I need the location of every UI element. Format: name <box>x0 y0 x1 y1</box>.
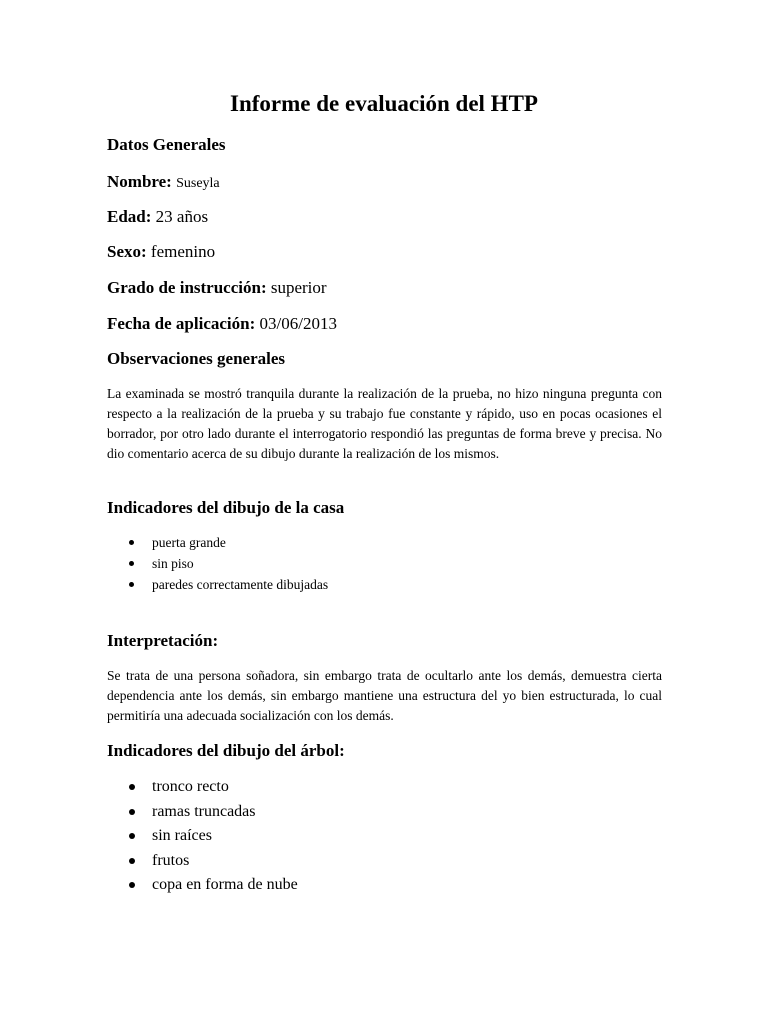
field-label: Edad: <box>107 207 152 226</box>
list-item: ramas truncadas <box>127 800 298 825</box>
list-item: tronco recto <box>127 775 298 800</box>
interpretacion-paragraph: Se trata de una persona soñadora, sin embargo trata de ocultarlo ante los demás, demuestra cierta dependencia ante los demás, sin embargo mantiene una estructura del yo bien estructurada, lo cual permitiría una adecuada socialización con los demás. <box>107 668 662 723</box>
field-fecha-aplicacion <box>107 312 337 336</box>
list-item: frutos <box>127 849 298 874</box>
field-value: superior <box>270 278 327 297</box>
field-value: 03/06/2013 <box>259 314 337 333</box>
list-item: sin piso <box>127 553 328 574</box>
field-sexo <box>107 240 215 264</box>
interpretacion-heading: Interpretación: <box>107 631 219 650</box>
datos-generales-heading: Datos Generales <box>107 135 226 154</box>
field-edad <box>107 205 208 229</box>
observaciones-heading: Observaciones generales <box>107 349 285 368</box>
casa-heading: Indicadores del dibujo de la casa <box>107 498 345 517</box>
list-item: paredes correctamente dibujadas <box>127 574 328 595</box>
field-value: 23 años <box>155 207 209 226</box>
list-item: puerta grande <box>127 532 328 553</box>
field-label: Sexo: <box>107 242 147 261</box>
field-value: femenino <box>150 242 216 261</box>
observaciones-paragraph: La examinada se mostró tranquila durante la realización de la prueba, no hizo ninguna pregunta con respecto a la realización de la prueba y su trabajo fue constante y rápido, uso en pocas ocasiones el borrador, por otro lado durante el interrogatorio respondió las preguntas de forma breve y precisa. No dio comentario acerca de su dibujo durante la realización de los mismos. <box>107 386 662 461</box>
arbol-heading: Indicadores del dibujo del árbol: <box>107 741 345 760</box>
arbol-indicators-list <box>127 775 298 898</box>
field-value: Suseyla <box>176 176 220 191</box>
list-item: copa en forma de nube <box>127 873 298 898</box>
field-label: Grado de instrucción: <box>107 278 267 297</box>
document-title: Informe de evaluación del HTP <box>230 91 538 116</box>
casa-indicators-list <box>127 532 328 595</box>
field-label: Fecha de aplicación: <box>107 314 256 333</box>
field-grado-instruccion <box>107 276 327 300</box>
field-label: Nombre: <box>107 172 172 191</box>
list-item: sin raíces <box>127 824 298 849</box>
field-nombre <box>107 170 220 196</box>
